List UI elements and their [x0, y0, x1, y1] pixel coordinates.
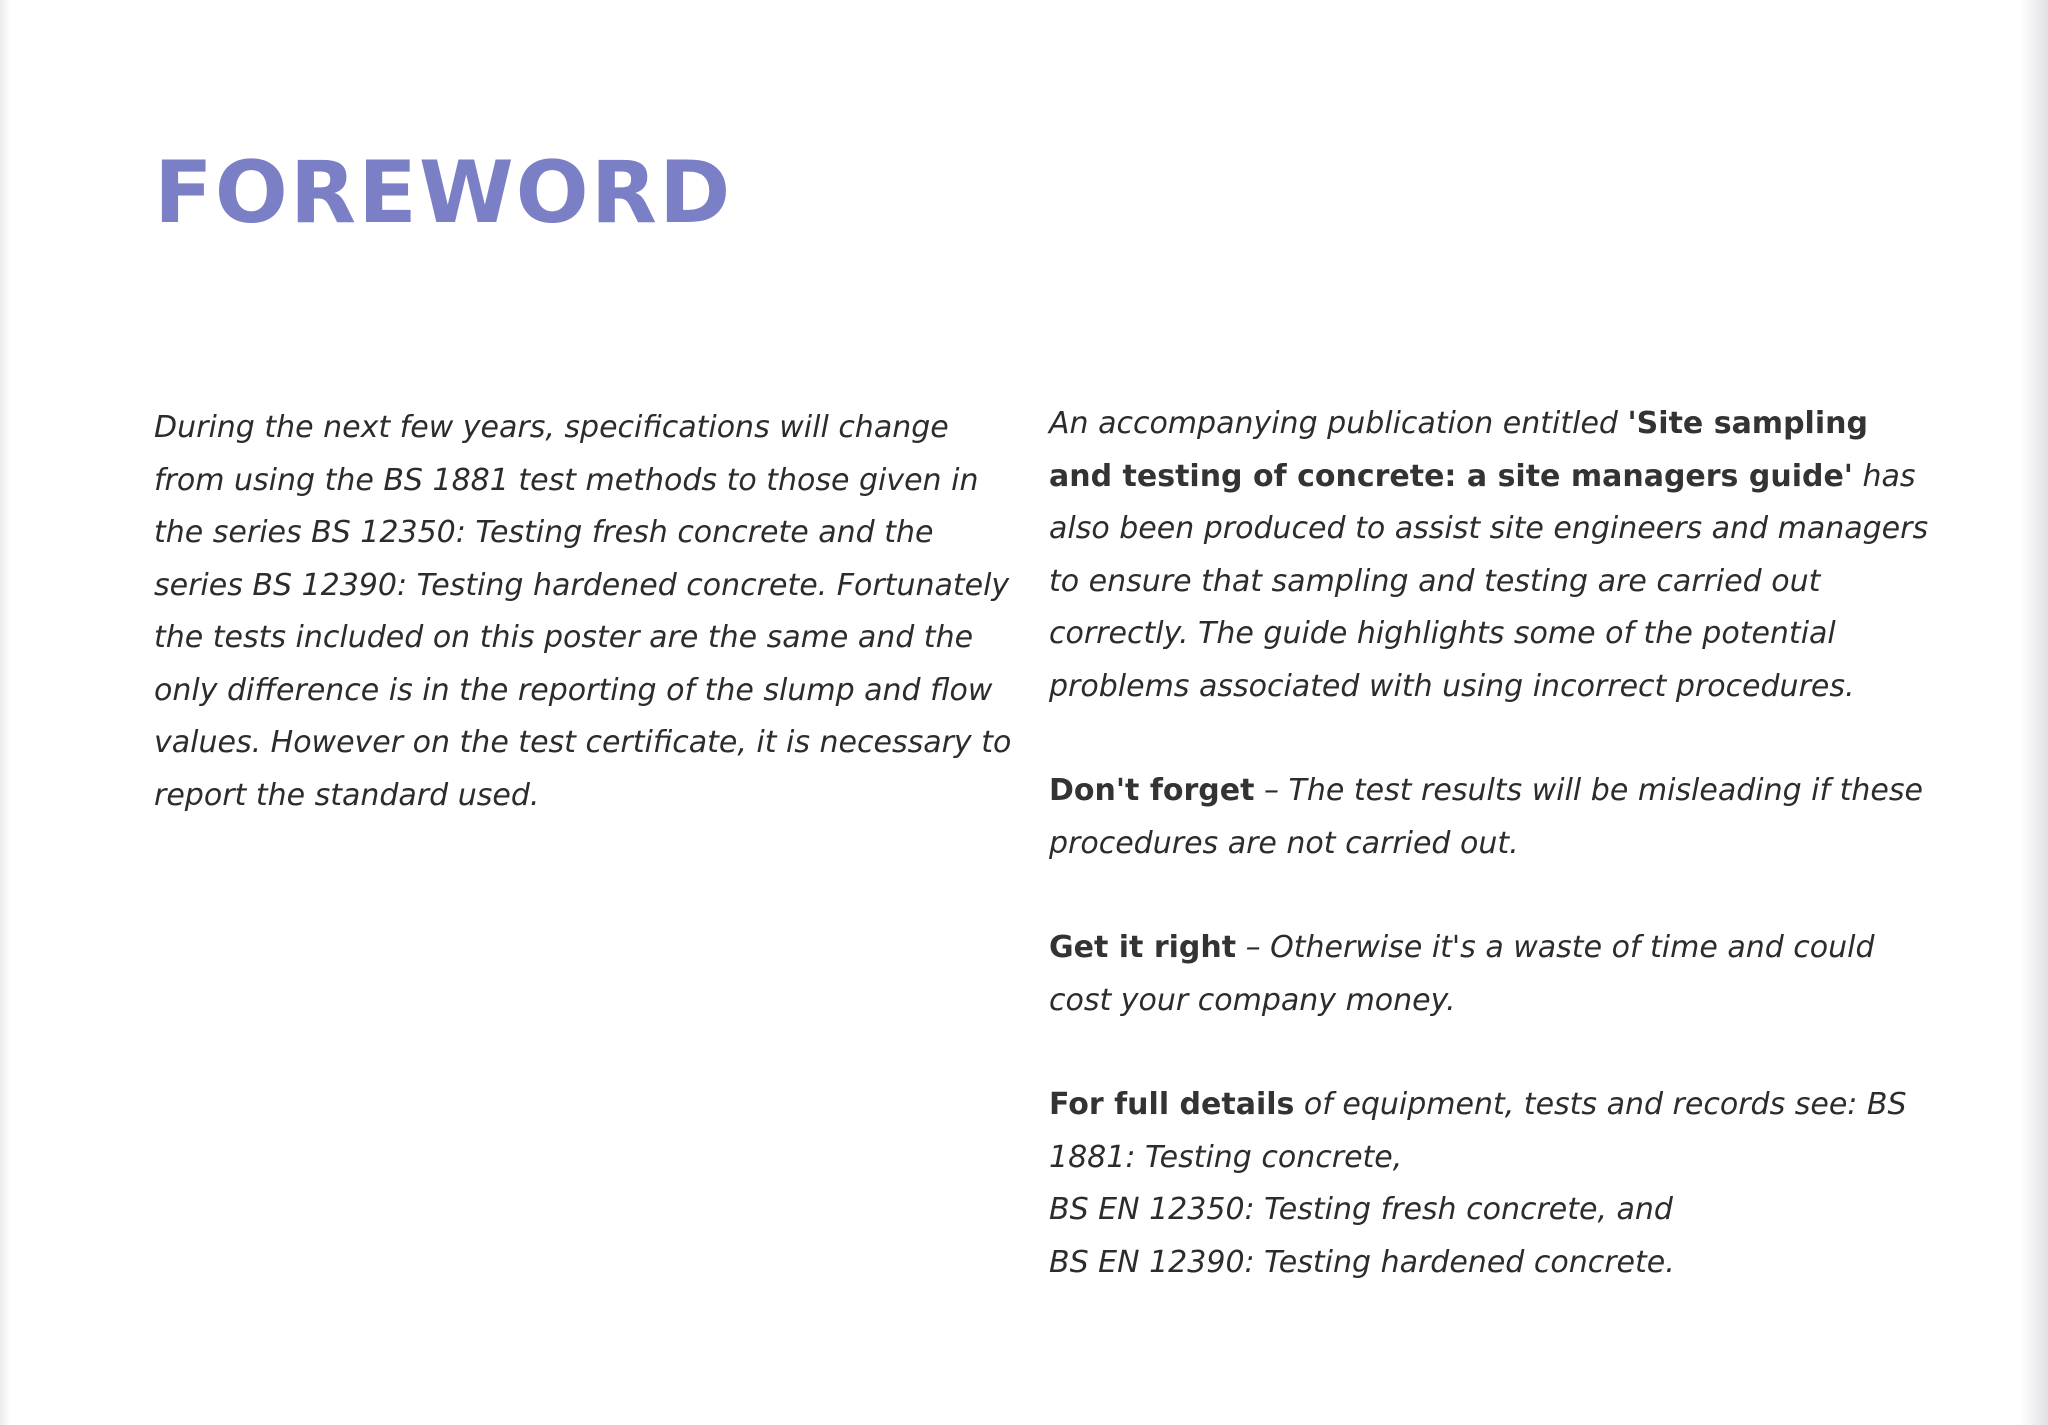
- publication-after: has also been produced to assist site engineers and managers to ensure that sampling and testing are carried out correctly. The guide highlights some of the potential problems associated with using incorrect procedures.: [1049, 458, 1929, 704]
- get-it-right-paragraph: [1049, 922, 1929, 1027]
- get-it-right-text: Otherwise it's a waste of time and could cost your company money.: [1049, 930, 1875, 1018]
- publication-title: 'Site sampling and testing of concrete: a site managers guide': [1049, 406, 1868, 494]
- publication-before: An accompanying publication entitled: [1049, 406, 1628, 441]
- page-title: FOREWORD: [154, 143, 733, 243]
- dont-forget-paragraph: [1049, 765, 1929, 870]
- right-column: [1049, 398, 1929, 1289]
- full-details-text: of equipment, tests and records see: BS 1881: Testing concrete,: [1049, 1087, 1907, 1175]
- get-it-right-separator: –: [1236, 930, 1271, 965]
- publication-paragraph: [1049, 398, 1929, 713]
- dont-forget-label: Don't forget: [1049, 773, 1255, 808]
- dont-forget-text: The test results will be misleading if these procedures are not carried out.: [1049, 773, 1923, 861]
- get-it-right-label: Get it right: [1049, 930, 1237, 965]
- left-column: [154, 402, 1014, 822]
- full-details-standard-12350: BS EN 12350: Testing fresh concrete, and: [1049, 1192, 1673, 1227]
- full-details-standard-12390: BS EN 12390: Testing hardened concrete.: [1049, 1244, 1675, 1280]
- scan-edge-left: [0, 0, 10, 1425]
- intro-paragraph: During the next few years, specifications will change from using the BS 1881 test methods to those given in the series BS 12350: Testing fresh concrete and the series BS 12390: Testing hardened concrete. Fortunately the tests included on this poster are the same and the only difference is in the reporting of the slump and flow values. However on the test certificate, it is necessary to report the standard used.: [154, 410, 1012, 813]
- scan-edge-right: [2020, 0, 2048, 1425]
- dont-forget-separator: –: [1254, 773, 1289, 808]
- full-details-label: For full details: [1049, 1087, 1295, 1122]
- full-details-paragraph: [1049, 1079, 1929, 1289]
